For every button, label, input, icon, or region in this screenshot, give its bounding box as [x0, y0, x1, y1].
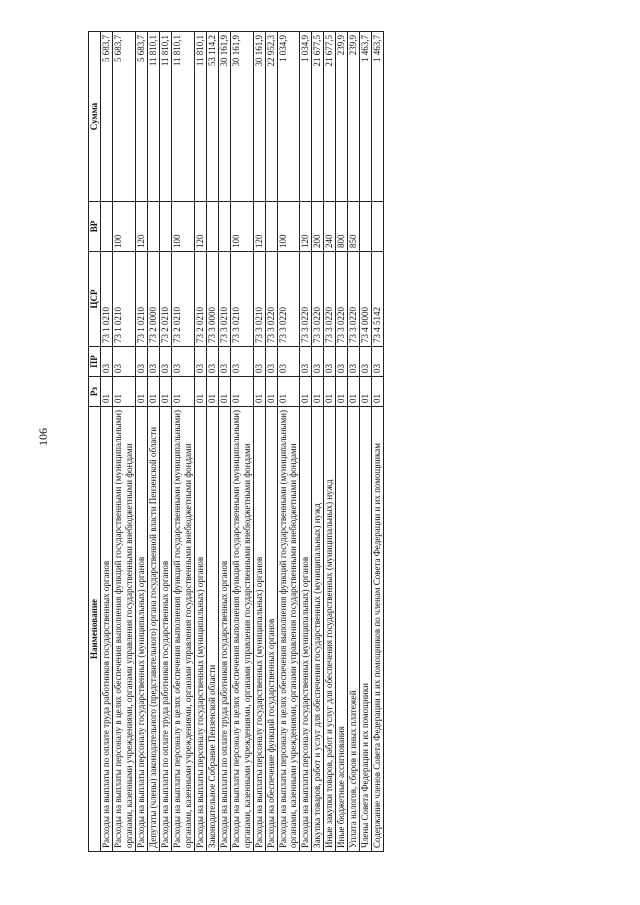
- cell-rz: 01: [100, 377, 112, 407]
- cell-rz: 01: [372, 377, 384, 407]
- cell-rz: 01: [194, 377, 206, 407]
- cell-rz: 01: [324, 377, 336, 407]
- table-row: [112, 32, 135, 852]
- cell-sum: 11 810,1: [171, 32, 194, 202]
- cell-vr: [265, 202, 277, 252]
- cell-name: Депутаты (члены) законодательного (представительного) органа государственной власти Пензенской области: [147, 407, 159, 852]
- cell-sum: 11 810,1: [147, 32, 159, 202]
- table-row: [206, 32, 218, 852]
- cell-vr: 100: [171, 202, 194, 252]
- cell-name: Члены Совета Федерации и их помощники: [360, 407, 372, 852]
- cell-pr: 03: [277, 347, 300, 377]
- cell-name: Расходы на выплаты персоналу в целях обеспечения выполнения функций государственными (муниципальными) органами, казенными учреждениями, органами управления государственными внебюджетными фондами: [171, 407, 194, 852]
- cell-csr: 73 1 0210: [135, 252, 147, 347]
- cell-rz: 01: [112, 377, 135, 407]
- cell-vr: 100: [277, 202, 300, 252]
- cell-pr: 03: [336, 347, 348, 377]
- cell-csr: 73 1 0210: [100, 252, 112, 347]
- cell-vr: [147, 202, 159, 252]
- cell-name: Расходы на выплаты персоналу в целях обеспечения выполнения функций государственными (муниципальными) органами, казенными учреждениями, органами управления государственными внебюджетными фондами: [230, 407, 253, 852]
- cell-pr: 03: [194, 347, 206, 377]
- table-row: [300, 32, 312, 852]
- cell-vr: [100, 202, 112, 252]
- cell-pr: 03: [300, 347, 312, 377]
- cell-rz: 01: [253, 377, 265, 407]
- table-row: [159, 32, 171, 852]
- table-row: [230, 32, 253, 852]
- cell-rz: 01: [171, 377, 194, 407]
- cell-csr: 73 2 0210: [194, 252, 206, 347]
- cell-sum: 21 677,5: [324, 32, 336, 202]
- cell-pr: 03: [100, 347, 112, 377]
- table-row: [336, 32, 348, 852]
- cell-sum: 1 034,9: [277, 32, 300, 202]
- cell-rz: 01: [159, 377, 171, 407]
- cell-csr: 73 3 0220: [265, 252, 277, 347]
- cell-pr: 03: [324, 347, 336, 377]
- table-row: [372, 32, 384, 852]
- cell-name: Иные закупки товаров, работ и услуг для обеспечения государственных (муниципальных) нужд: [324, 407, 336, 852]
- cell-csr: 73 4 5142: [372, 252, 384, 347]
- cell-pr: 03: [218, 347, 230, 377]
- cell-csr: 73 1 0210: [112, 252, 135, 347]
- cell-name: Расходы на выплаты персоналу в целях обеспечения выполнения функций государственными (муниципальными) органами, казенными учреждениями, органами управления государственными внебюджетными фондами: [112, 407, 135, 852]
- table-row: [135, 32, 147, 852]
- budget-table: [88, 31, 384, 852]
- cell-sum: 5 683,7: [112, 32, 135, 202]
- cell-sum: 1 463,7: [360, 32, 372, 202]
- cell-vr: 120: [300, 202, 312, 252]
- cell-pr: 03: [159, 347, 171, 377]
- header-rz: Рз: [89, 377, 101, 407]
- cell-vr: 240: [324, 202, 336, 252]
- cell-vr: 120: [135, 202, 147, 252]
- cell-rz: 01: [336, 377, 348, 407]
- cell-name: Уплата налогов, сборов и иных платежей: [348, 407, 360, 852]
- cell-csr: 73 3 0220: [336, 252, 348, 347]
- cell-name: Расходы на выплаты персоналу в целях обеспечения выполнения функций государственными (муниципальными) органами, казенными учреждениями, органами управления государственными внебюджетными фондами: [277, 407, 300, 852]
- table-row: [194, 32, 206, 852]
- cell-sum: 30 161,9: [253, 32, 265, 202]
- cell-sum: 30 161,9: [230, 32, 253, 202]
- cell-vr: 100: [112, 202, 135, 252]
- cell-rz: 01: [147, 377, 159, 407]
- header-sum: Сумма: [89, 32, 101, 202]
- cell-name: Расходы на выплаты по оплате труда работников государственных органов: [100, 407, 112, 852]
- cell-pr: 03: [147, 347, 159, 377]
- cell-vr: [360, 202, 372, 252]
- cell-csr: 73 4 0000: [360, 252, 372, 347]
- cell-name: Расходы на выплаты по оплате труда работников государственных органов: [159, 407, 171, 852]
- cell-csr: 73 3 0220: [277, 252, 300, 347]
- cell-csr: 73 3 0210: [230, 252, 253, 347]
- table-row: [147, 32, 159, 852]
- cell-pr: 03: [360, 347, 372, 377]
- cell-pr: 03: [348, 347, 360, 377]
- table-row: [253, 32, 265, 852]
- cell-csr: 73 3 0220: [312, 252, 324, 347]
- cell-vr: 120: [253, 202, 265, 252]
- cell-rz: 01: [348, 377, 360, 407]
- cell-pr: 03: [312, 347, 324, 377]
- cell-pr: 03: [171, 347, 194, 377]
- cell-csr: 73 3 0000: [206, 252, 218, 347]
- cell-sum: 5 683,7: [135, 32, 147, 202]
- cell-pr: 03: [253, 347, 265, 377]
- table-row: [277, 32, 300, 852]
- cell-name: Расходы на выплаты персоналу государственных (муниципальных) органов: [194, 407, 206, 852]
- header-csr: ЦСР: [89, 252, 101, 347]
- cell-vr: 100: [230, 202, 253, 252]
- cell-sum: 53 114,2: [206, 32, 218, 202]
- cell-sum: 22 952,3: [265, 32, 277, 202]
- cell-csr: 73 2 0210: [171, 252, 194, 347]
- cell-sum: 239,9: [336, 32, 348, 202]
- table-row: [171, 32, 194, 852]
- rotated-page-content: [88, 32, 553, 852]
- cell-name: Расходы на выплаты персоналу государственных (муниципальных) органов: [135, 407, 147, 852]
- table-body: [100, 32, 383, 852]
- cell-rz: 01: [206, 377, 218, 407]
- header-vr: ВР: [89, 202, 101, 252]
- cell-rz: 01: [360, 377, 372, 407]
- cell-csr: 73 3 0220: [324, 252, 336, 347]
- cell-name: Иные бюджетные ассигнования: [336, 407, 348, 852]
- cell-vr: [159, 202, 171, 252]
- cell-sum: 1 034,9: [300, 32, 312, 202]
- cell-pr: 03: [112, 347, 135, 377]
- table-row: [348, 32, 360, 852]
- cell-vr: 120: [194, 202, 206, 252]
- table-row: [218, 32, 230, 852]
- cell-sum: 11 810,1: [159, 32, 171, 202]
- cell-vr: [206, 202, 218, 252]
- table-row: [360, 32, 372, 852]
- cell-name: Содержание членов Совета Федерации и их помощников по членам Совета Федерации и их помощникам: [372, 407, 384, 852]
- cell-sum: 11 810,1: [194, 32, 206, 202]
- cell-name: Расходы на выплаты персоналу государственных (муниципальных) органов: [300, 407, 312, 852]
- cell-vr: [372, 202, 384, 252]
- cell-csr: 73 2 0000: [147, 252, 159, 347]
- cell-vr: [218, 202, 230, 252]
- table-row: [265, 32, 277, 852]
- cell-vr: 850: [348, 202, 360, 252]
- cell-csr: 73 2 0210: [159, 252, 171, 347]
- cell-pr: 03: [372, 347, 384, 377]
- cell-csr: 73 3 0210: [218, 252, 230, 347]
- table-row: [324, 32, 336, 852]
- cell-rz: 01: [300, 377, 312, 407]
- cell-csr: 73 3 0220: [300, 252, 312, 347]
- cell-rz: 01: [277, 377, 300, 407]
- cell-pr: 03: [206, 347, 218, 377]
- cell-rz: 01: [312, 377, 324, 407]
- cell-sum: 21 677,5: [312, 32, 324, 202]
- cell-vr: 800: [336, 202, 348, 252]
- cell-csr: 73 3 0210: [253, 252, 265, 347]
- cell-rz: 01: [230, 377, 253, 407]
- cell-name: Закупка товаров, работ и услуг для обеспечения государственных (муниципальных) нужд: [312, 407, 324, 852]
- cell-pr: 03: [230, 347, 253, 377]
- cell-pr: 03: [135, 347, 147, 377]
- header-pr: ПР: [89, 347, 101, 377]
- cell-sum: 1 463,7: [372, 32, 384, 202]
- page-number: 106: [36, 428, 50, 446]
- cell-sum: 5 683,7: [100, 32, 112, 202]
- cell-rz: 01: [265, 377, 277, 407]
- cell-name: Расходы на выплаты персоналу государственных (муниципальных) органов: [253, 407, 265, 852]
- cell-name: Законодательное Собрание Пензенской области: [206, 407, 218, 852]
- cell-name: Расходы на выплаты по оплате труда работников государственных органов: [218, 407, 230, 852]
- cell-sum: 30 161,9: [218, 32, 230, 202]
- cell-csr: 73 3 0220: [348, 252, 360, 347]
- cell-name: Расходы на обеспечение функций государственных органов: [265, 407, 277, 852]
- table-row: [312, 32, 324, 852]
- cell-pr: 03: [265, 347, 277, 377]
- cell-vr: 200: [312, 202, 324, 252]
- cell-rz: 01: [218, 377, 230, 407]
- header-name: Наименование: [89, 407, 101, 852]
- cell-sum: 239,9: [348, 32, 360, 202]
- table-header-row: [89, 32, 101, 852]
- table-row: [100, 32, 112, 852]
- cell-rz: 01: [135, 377, 147, 407]
